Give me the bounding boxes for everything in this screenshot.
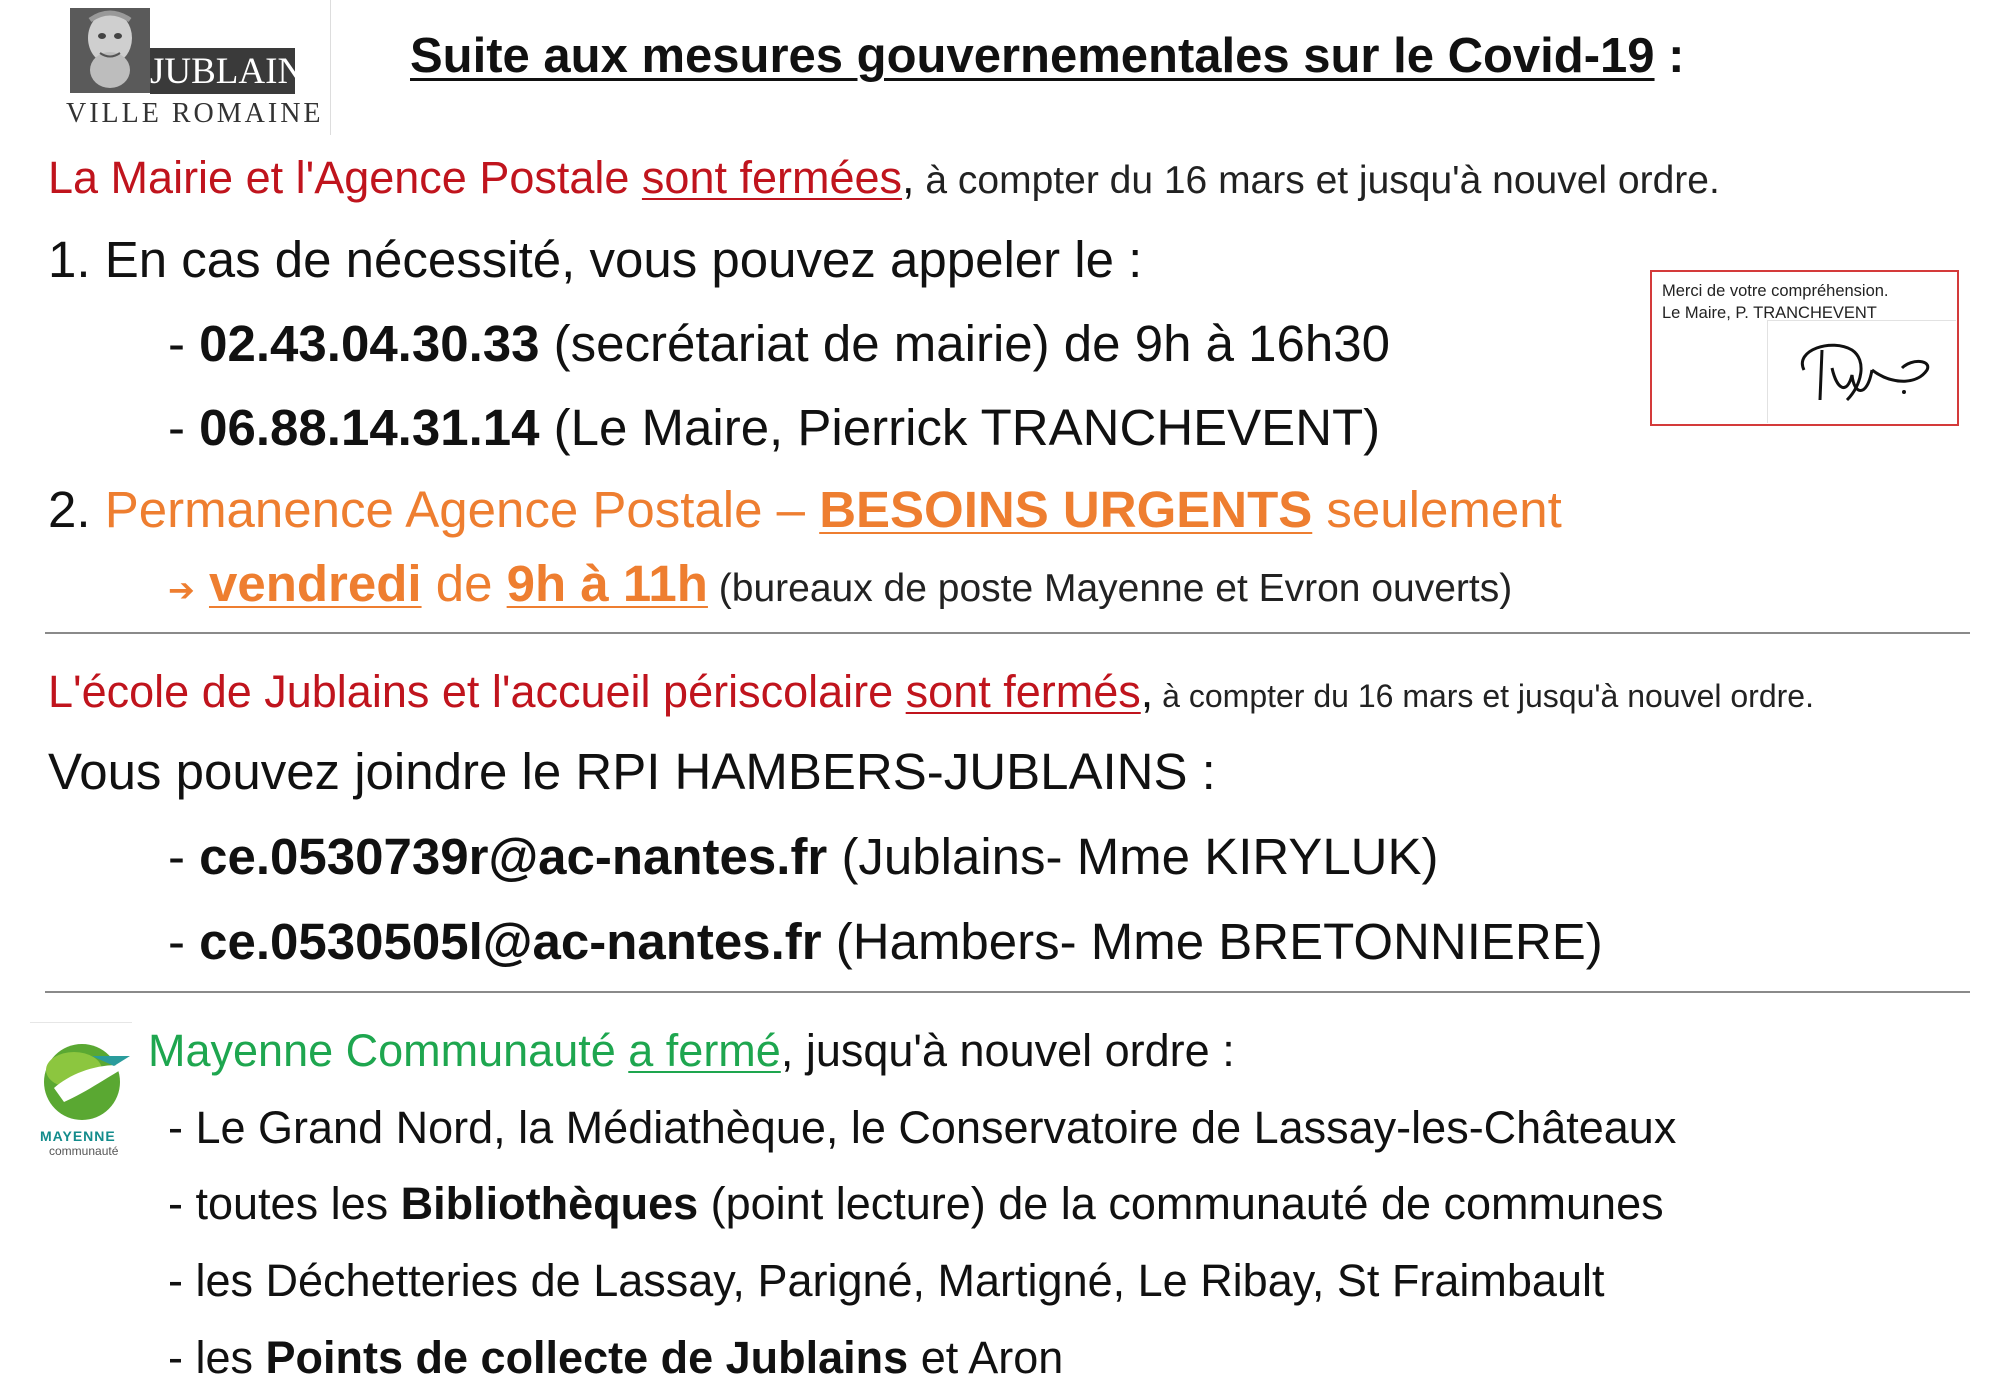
mayenne-closed: a fermé — [628, 1025, 781, 1076]
mairie-closed: sont fermées — [641, 152, 903, 203]
jublains-logo — [62, 8, 325, 133]
email-line-hambers: - ce.0530505l@ac-nantes.fr (Hambers- Mme BRETONNIERE) — [168, 913, 1603, 970]
handwritten-signature — [1792, 330, 1942, 415]
urgent-label: BESOINS URGENTS — [819, 481, 1313, 538]
permanence-day: vendredi — [208, 555, 422, 612]
mayenne-logo — [32, 1022, 132, 1162]
mayenne-logo-sub: communauté — [49, 1144, 119, 1158]
point1-heading: 1. En cas de nécessité, vous pouvez appeler le : — [48, 231, 1143, 288]
arrow-icon: ➔ — [168, 572, 195, 608]
mayenne-item: - les Points de collecte de Jublains et Aron — [168, 1332, 1064, 1383]
permanence-schedule: ➔ vendredi de 9h à 11h (bureaux de poste Mayenne et Evron ouverts) — [168, 555, 1513, 612]
page-title: Suite aux mesures gouvernementales sur le Covid-19 : — [410, 29, 1685, 83]
phone-number: 06.88.14.31.14 — [199, 399, 540, 456]
roman-bust-icon — [70, 8, 150, 93]
mairie-notice: La Mairie et l'Agence Postale sont fermées, à compter du 16 mars et jusqu'à nouvel ordre. — [48, 152, 1720, 203]
email-address: ce.0530505l@ac-nantes.fr — [199, 913, 822, 970]
mayenne-notice: Mayenne Communauté a fermé, jusqu'à nouvel ordre : — [148, 1025, 1235, 1076]
ecole-closed: sont fermés — [905, 666, 1141, 717]
logo-name: JUBLAINS — [150, 51, 325, 92]
mayenne-item: - toutes les Bibliothèques (point lecture) de la communauté de communes — [168, 1178, 1664, 1229]
divider — [45, 991, 1970, 993]
permanence-hours: 9h à 11h — [506, 555, 708, 612]
point2-heading: 2. Permanence Agence Postale – BESOINS URGENTS seulement — [48, 481, 1562, 538]
mayenne-logo-name: MAYENNE — [40, 1128, 116, 1144]
mayenne-globe-icon — [32, 1022, 132, 1127]
phone-line-secretariat: - 02.43.04.30.33 (secrétariat de mairie) de 9h à 16h30 — [168, 315, 1390, 372]
signature-name: Le Maire, P. TRANCHEVENT — [1662, 304, 1877, 322]
email-line-jublains: - ce.0530739r@ac-nantes.fr (Jublains- Mme KIRYLUK) — [168, 828, 1439, 885]
mayenne-item: - Le Grand Nord, la Médiathèque, le Conservatoire de Lassay-les-Châteaux — [168, 1102, 1677, 1153]
signature-thanks: Merci de votre compréhension. — [1662, 282, 1889, 300]
mayenne-item: - les Déchetteries de Lassay, Parigné, Martigné, Le Ribay, St Fraimbault — [168, 1255, 1605, 1306]
rpi-heading: Vous pouvez joindre le RPI HAMBERS-JUBLAINS : — [48, 743, 1216, 800]
ecole-notice: L'école de Jublains et l'accueil périscolaire sont fermés, à compter du 16 mars et jusqu'à nouvel ordre. — [48, 666, 1814, 717]
signature-box — [1650, 270, 1959, 426]
logo-subtitle: VILLE ROMAINE — [66, 98, 324, 129]
divider — [45, 632, 1970, 634]
phone-number: 02.43.04.30.33 — [199, 315, 540, 372]
email-address: ce.0530739r@ac-nantes.fr — [199, 828, 828, 885]
phone-line-maire: - 06.88.14.31.14 (Le Maire, Pierrick TRANCHEVENT) — [168, 399, 1381, 456]
